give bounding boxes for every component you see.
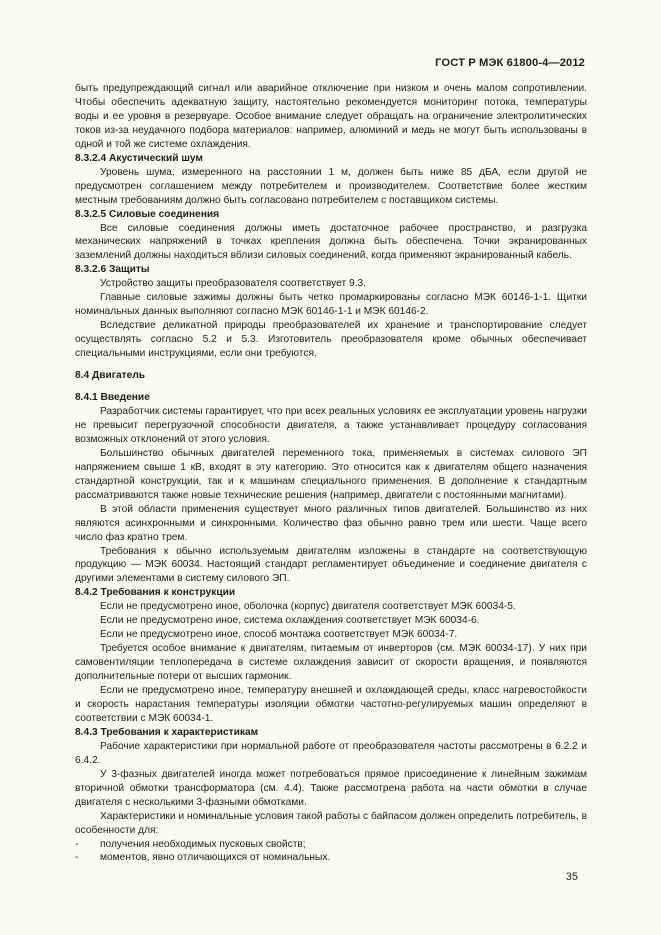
list-item-text: моментов, явно отличающихся от номинальных. <box>100 852 331 864</box>
document-body <box>75 82 587 865</box>
page-number: 35 <box>565 871 578 883</box>
standard-designation: ГОСТ Р МЭК 61800-4—2012 <box>435 57 585 69</box>
paragraph: Главные силовые зажимы должны быть четко промаркированы согласно МЭК 60146-1-1. Щитки номинальных данных выполняют согласно МЭК 60146-1-1 и МЭК 60146-2. <box>75 292 587 318</box>
paragraph: В этой области применения существует много различных типов двигателей. Большинство из них являются асинхронными и синхронными. Количество фаз обычно равно трем или шести. Чаще всего число фаз кратно трем. <box>75 503 587 543</box>
list-item-text: получения необходимых пусковых свойств; <box>100 838 306 850</box>
section-heading: 8.4.2 Требования к конструкции <box>75 587 236 599</box>
list-dash: - <box>75 852 79 864</box>
section-heading: 8.3.2.4 Акустический шум <box>75 152 203 164</box>
list-item <box>75 838 587 852</box>
paragraph: быть предупреждающий сигнал или аварийное отключение при низком и очень малом сопротивлении. Чтобы обеспечить адекватную защиту, настоятельно рекомендуется мониторинг потока, температуры воды и ее уровня в резервуаре. Особое внимание следует обращать на ограничение электролитических токов из-за неудачного подбора материалов: например, алюминий и медь не могут быть использованы в одной и той же системе охлаждения. <box>75 83 587 150</box>
paragraph: Если не предусмотрено иное, способ монтажа соответствует МЭК 60034-7. <box>100 629 458 641</box>
paragraph: Вследствие деликатной природы преобразователей их хранение и транспортирование следует осуществлять согласно 5.2 и 5.3. Изготовитель преобразователя кроме обычных обеспечивает специальными инструкциями, если они требуются. <box>75 320 587 360</box>
paragraph: Требования к обычно используемым двигателям изложены в стандарте на соответствующую продукцию — МЭК 60034. Настоящий стандарт регламентирует объединение и соединение двигателя с другими элементами в систему силового ЭП. <box>75 545 587 585</box>
paragraph: Устройство защиты преобразователя соответствует 9.3. <box>100 278 366 290</box>
section-heading: 8.3.2.5 Силовые соединения <box>75 208 220 220</box>
paragraph: Если не предусмотрено иное, система охлаждения соответствует МЭК 60034-6. <box>100 615 480 627</box>
section-heading: 8.4 Двигатель <box>75 370 146 382</box>
paragraph: У 3-фазных двигателей иногда может потребоваться прямое присоединение к линейным зажимам вторичной обмотки трансформатора (см. 4.4). Также рассмотрена работа на части обмотки в случае двигателя с несколькими 3-фазными обмотками. <box>75 768 587 808</box>
paragraph: Большинство обычных двигателей переменного тока, применяемых в системах силового ЭП напряжением свыше 1 кВ, входят в эту категорию. Это относится как к двигателям общего назначения стандартной конструкции, так и к машинам специального применения. В дополнение к стандартным рассматриваются также новые технические решения (например, двигатели с постоянными магнитами). <box>75 447 587 501</box>
paragraph: Если не предусмотрено иное, температуру внешней и охлаждающей среды, класс нагревостойкости и скорость нарастания температуры изоляции обмотки частотно-регулируемых машин определяют в соответствии с МЭК 60034-1. <box>75 685 587 724</box>
paragraph: Рабочие характеристики при нормальной работе от преобразователя частоты рассмотрены в 6.2.2 и 6.4.2. <box>75 740 587 766</box>
section-heading: 8.4.3 Требования к характеристикам <box>75 726 259 738</box>
paragraph: Разработчик системы гарантирует, что при всех реальных условиях ее эксплуатации уровень нагрузки не превысит перегрузочной способности двигателя, а также устанавливает процедуру согласования возможных отклонений от этого условия. <box>75 405 587 445</box>
paragraph: Уровень шума, измеренного на расстоянии 1 м, должен быть ниже 85 дБА, если другой не предусмотрен соглашением между потребителем и производителем. Соответствие более жестким местным требованиям должно быть согласовано потребителем с поставщиком системы. <box>75 166 587 206</box>
section-heading: 8.3.2.6 Защиты <box>75 264 150 276</box>
paragraph: Все силовые соединения должны иметь достаточное рабочее пространство, и разгрузка механических напряжений в точках крепления должна быть обеспечена. Точки экранированных заземлений должны находиться вблизи силовых соединений, когда применяют экранированный кабель. <box>75 222 587 262</box>
list-item <box>75 851 587 865</box>
list-dash: - <box>75 838 79 850</box>
section-heading: 8.4.1 Введение <box>75 392 150 404</box>
paragraph: Характеристики и номинальные условия такой работы с байпасом должен определить потребитель, в особенности для: <box>75 810 587 836</box>
paragraph: Требуется особое внимание к двигателям, питаемым от инверторов (см. МЭК 60034-17). У них при самовентиляции теплопередача в системе охлаждения зависит от скорости вращения, и появляются дополнительные потери от высших гармоник. <box>75 643 587 683</box>
paragraph: Если не предусмотрено иное, оболочка (корпус) двигателя соответствует МЭК 60034-5. <box>100 601 516 613</box>
